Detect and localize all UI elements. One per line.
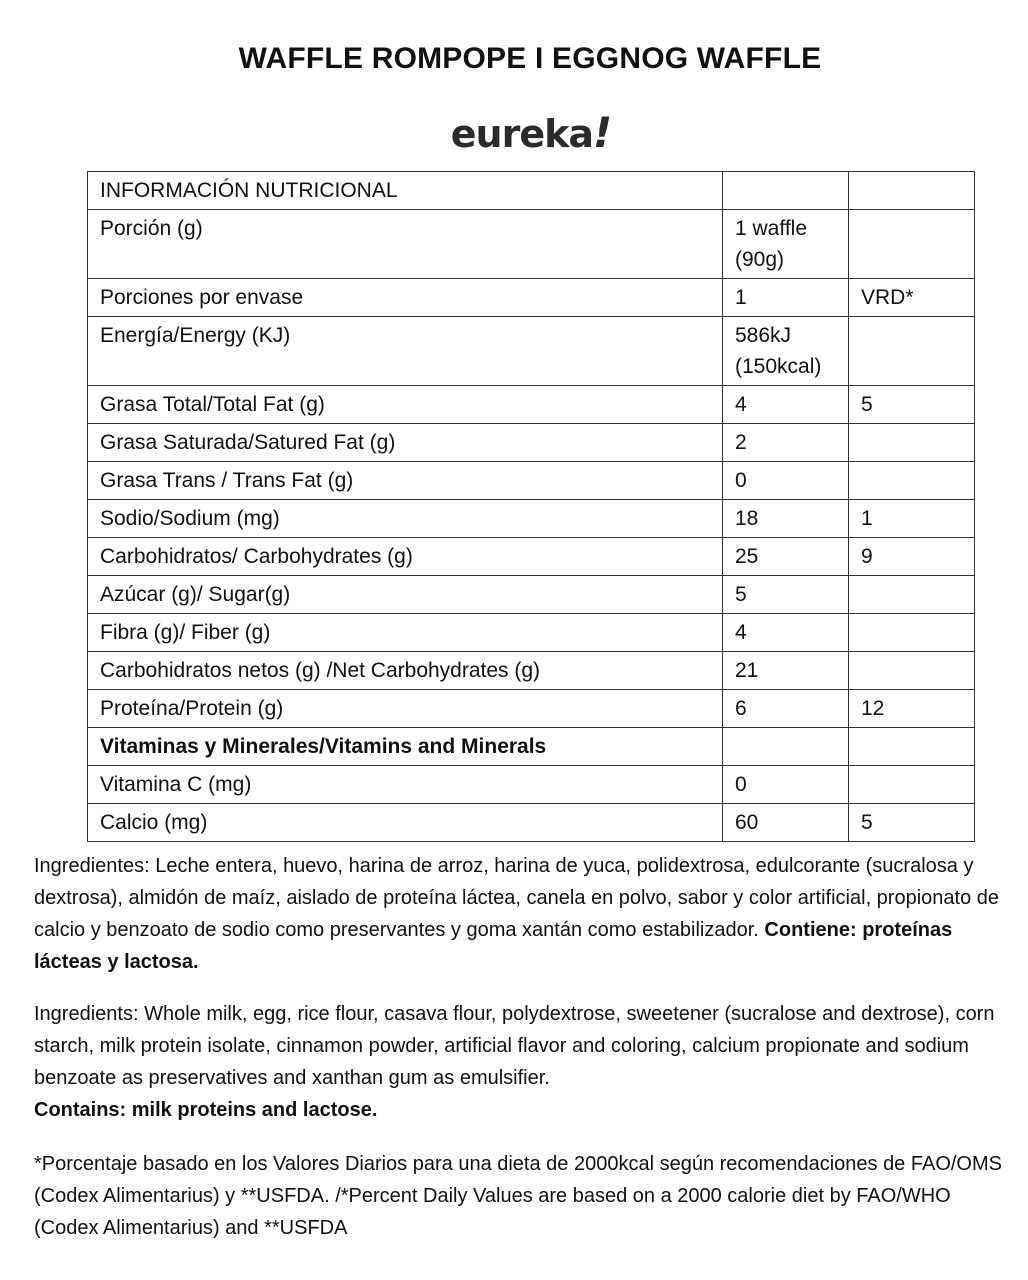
row-label: Carbohidratos/ Carbohydrates (g) [88,538,723,576]
row-vrd: VRD* [849,279,975,317]
table-row [88,576,975,614]
ingredients-spanish-text: Ingredientes: Leche entera, huevo, harina de arroz, harina de yuca, polidextrosa, edulcorante (sucralosa y dextrosa), almidón de maíz, aislado de proteína láctea, canela en polvo, sabor y color artificial, propionato de calcio y benzoato de sodio como preservantes y goma xantán como estabilizador [34,855,999,941]
ingredients-spanish [34,850,1019,978]
logo-exclamation: ! [593,108,612,157]
table-row [88,462,975,500]
ingredients-english-text: Ingredients: Whole milk, egg, rice flour, casava flour, polydextrose, sweetener (sucralose and dextrose), corn starch, milk protein isolate, cinnamon powder, artificial flavor and coloring, calcium propionate and sodium benzoate as preservatives and xanthan gum as emulsifier. [34,1003,995,1089]
row-value: 2 [723,424,849,462]
table-row [88,614,975,652]
row-vrd [849,317,975,386]
row-vrd: 9 [849,538,975,576]
table-header-row [88,172,975,210]
table-row [88,210,975,279]
row-label: Azúcar (g)/ Sugar(g) [88,576,723,614]
row-label: Fibra (g)/ Fiber (g) [88,614,723,652]
row-label: Vitaminas y Minerales/Vitamins and Minerals [88,728,723,766]
row-vrd [849,766,975,804]
row-label: Porciones por envase [88,279,723,317]
table-header-vrd [849,172,975,210]
row-label: Grasa Total/Total Fat (g) [88,386,723,424]
row-label: Vitamina C (mg) [88,766,723,804]
row-value: 4 [723,614,849,652]
row-label: Proteína/Protein (g) [88,690,723,728]
table-row [88,279,975,317]
logo-text: eureka [450,112,594,156]
ingredients-spanish-contains: Contiene: proteínas lácteas y lactosa. [34,919,953,973]
row-value: 1 waffle (90g) [723,210,849,279]
row-vrd [849,652,975,690]
row-value: 0 [723,462,849,500]
row-vrd [849,210,975,279]
row-label: Energía/Energy (KJ) [88,317,723,386]
row-label: Calcio (mg) [88,804,723,842]
row-label: Porción (g) [88,210,723,279]
table-row [88,728,975,766]
table-row [88,317,975,386]
row-value: 18 [723,500,849,538]
row-vrd [849,576,975,614]
table-row [88,766,975,804]
table-row [88,652,975,690]
row-label: Carbohidratos netos (g) /Net Carbohydrates (g) [88,652,723,690]
row-label: Sodio/Sodium (mg) [88,500,723,538]
row-value: 586kJ (150kcal) [723,317,849,386]
row-value: 6 [723,690,849,728]
table-row [88,538,975,576]
row-vrd [849,614,975,652]
table-header-label: INFORMACIÓN NUTRICIONAL [88,172,723,210]
row-value: 25 [723,538,849,576]
table-row [88,690,975,728]
ingredients-spanish-dot: . [753,919,759,941]
ingredients-english [34,998,1019,1126]
row-value: 1 [723,279,849,317]
row-label: Grasa Saturada/Satured Fat (g) [88,424,723,462]
brand-logo [0,108,1028,157]
row-vrd: 12 [849,690,975,728]
row-vrd [849,424,975,462]
row-label: Grasa Trans / Trans Fat (g) [88,462,723,500]
row-vrd [849,462,975,500]
row-value: 0 [723,766,849,804]
table-row [88,424,975,462]
daily-values-footnote: *Porcentaje basado en los Valores Diarios para una dieta de 2000kcal según recomendaciones de FAO/OMS (Codex Alimentarius) y **USFDA. /*Percent Daily Values are based on a 2000 calorie diet by FAO/WHO (Codex Alimentarius) and **USFDA [34,1153,1002,1239]
table-header-value [723,172,849,210]
ingredients-english-contains: Contains: milk proteins and lactose. [34,1099,378,1121]
page-title: WAFFLE ROMPOPE I EGGNOG WAFFLE [238,42,822,75]
table-row [88,500,975,538]
row-vrd: 5 [849,386,975,424]
table-row [88,804,975,842]
row-vrd [849,728,975,766]
row-value: 60 [723,804,849,842]
row-value [723,728,849,766]
row-value: 21 [723,652,849,690]
nutrition-table [87,171,975,842]
row-value: 4 [723,386,849,424]
row-vrd: 5 [849,804,975,842]
table-row [88,386,975,424]
row-value: 5 [723,576,849,614]
row-vrd: 1 [849,500,975,538]
